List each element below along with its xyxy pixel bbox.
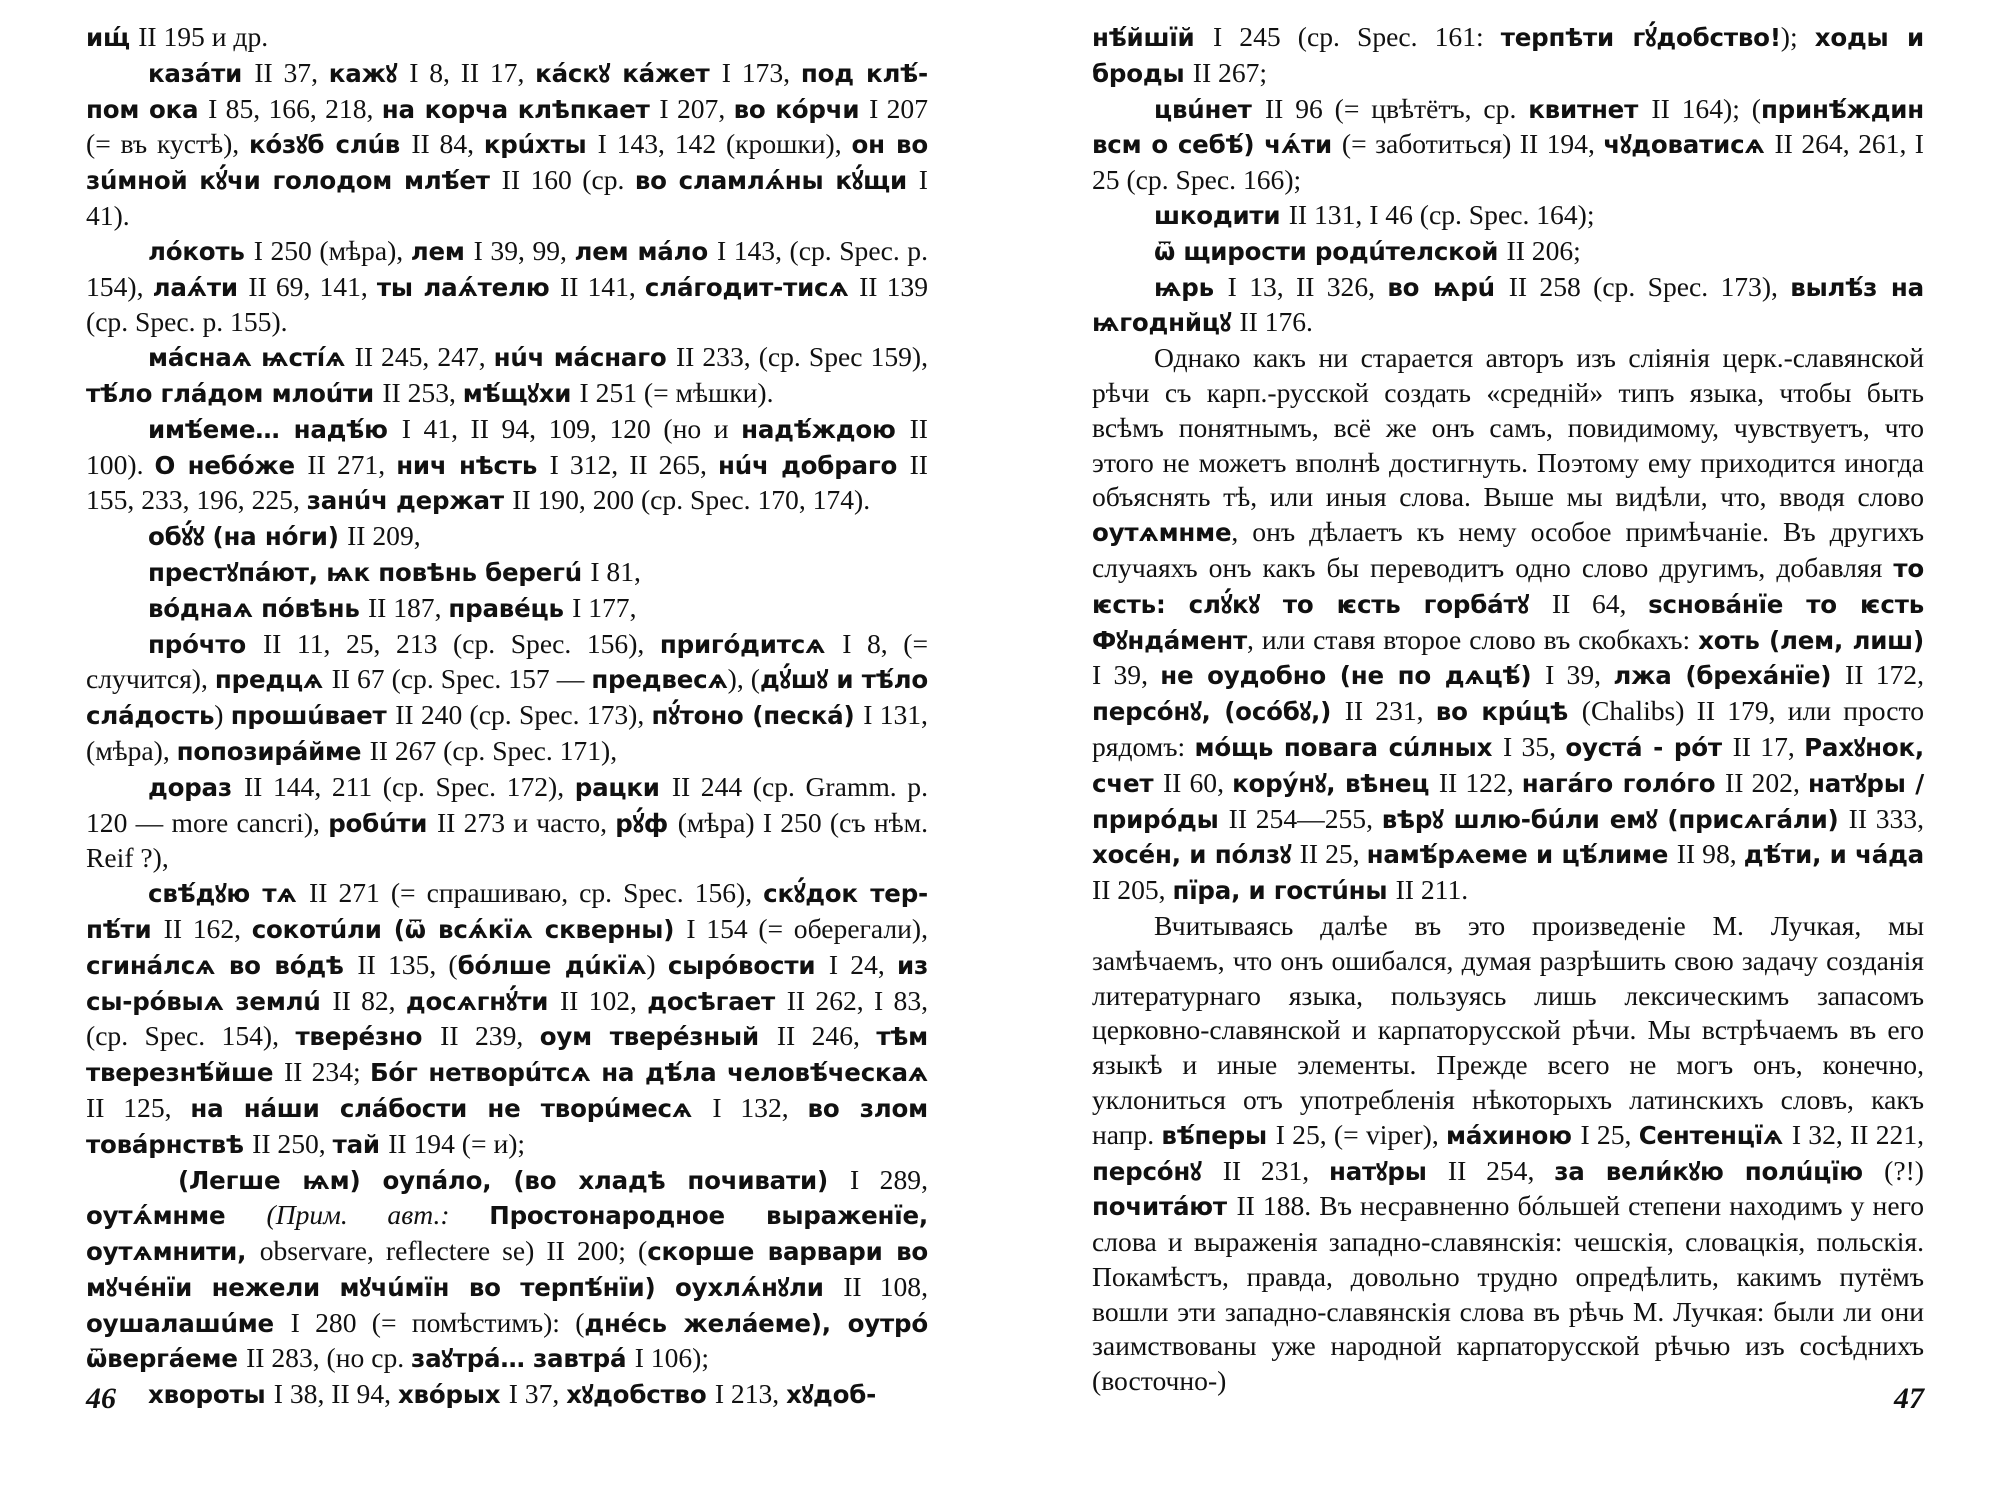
text-run: I 32, II 221, (1791, 1118, 1925, 1150)
text-run: II 202, (1725, 766, 1808, 798)
text-run: II 234; (283, 1056, 370, 1088)
church-slavonic-term: рацки (574, 772, 672, 802)
text-run: II 239, (440, 1020, 540, 1052)
text-run: II 98, (1676, 838, 1744, 870)
text-run: II 82, (332, 984, 406, 1016)
paragraph (86, 412, 928, 519)
text-run: I 207, (659, 92, 734, 124)
text-run: II 135, ( (357, 948, 458, 980)
text-run: II 141, (560, 270, 645, 302)
church-slavonic-term: нич нѣсть (396, 450, 550, 480)
text-run: II 254, (1447, 1154, 1555, 1186)
church-slavonic-term: тай (332, 1129, 389, 1159)
text-run: I 8, (= случится), (86, 627, 929, 695)
text-run: II 187, (367, 591, 449, 623)
text-run: ), ( (727, 663, 760, 695)
church-slavonic-term: О небóже (154, 450, 308, 480)
church-slavonic-term: не оудобно (не по дѧцѣ́) (1160, 661, 1546, 691)
church-slavonic-term: ѿ щирости родúтелской (1154, 236, 1507, 266)
church-slavonic-term: Сентенцїѧ (1638, 1120, 1792, 1150)
text-run: I 39, 99, (473, 234, 575, 266)
church-slavonic-term: надѣ́ждою (741, 414, 910, 444)
paragraph (1092, 909, 1924, 1399)
church-slavonic-term: лем мáло (574, 236, 717, 266)
church-slavonic-term: кажꙋ (328, 58, 410, 88)
text-run: II 253, (382, 376, 463, 408)
right-page (1092, 20, 1924, 1480)
text-run: II 245, 247, (354, 341, 494, 373)
text-run: ); (1780, 21, 1815, 52)
text-run: (= заботиться) II 194, (1341, 128, 1604, 160)
church-slavonic-term: прóчто (148, 629, 263, 659)
text-run: , или ставя второе слово въ скобкахъ: (1247, 623, 1699, 655)
church-slavonic-term: робúти (328, 808, 437, 838)
church-slavonic-term: мáснаѧ ѩстíѧ (148, 343, 355, 373)
church-slavonic-term: намѣ́рѧеме и цѣ́лиме (1366, 840, 1677, 870)
church-slavonic-term: тѣм тверезнѣ́йше (86, 1022, 928, 1088)
church-slavonic-term: обꙋ́ꙋ (на нóги) (148, 522, 348, 552)
text-run: (мѣра) I 250 (съ нѣм. Reif ?), (86, 806, 928, 874)
text-run: I 24, (828, 948, 897, 980)
text-run: I 132, (712, 1091, 808, 1123)
text-run: II 250, (252, 1127, 333, 1159)
church-slavonic-term: шкодити (1154, 200, 1289, 230)
text-run: I 280 (= помѣстимъ): ( (290, 1306, 585, 1338)
church-slavonic-term: персóнꙋ, (осóбꙋ,) (1092, 697, 1345, 727)
text-run: I 39, (1545, 659, 1614, 691)
text-run: II 244 (ср. Gramm. p. 120 — more cancri), (86, 770, 928, 838)
church-slavonic-term: дѣ́ти, и чáда (1743, 840, 1924, 870)
text-run: II 209, (347, 520, 421, 552)
text-run: II 125, (86, 1091, 191, 1123)
text-run: II 211. (1395, 874, 1469, 906)
text-run: II 69, 141, (248, 270, 377, 302)
church-slavonic-term: цвúнет (1154, 94, 1265, 124)
text-run: II 271 (= спрашиваю, ср. Spec. 156), (309, 877, 764, 909)
text-run: observare, reflectere se) II 200; ( (259, 1235, 648, 1267)
church-slavonic-term: сырóвости (667, 950, 829, 980)
paragraph (86, 555, 928, 591)
church-slavonic-term: лóкоть (148, 236, 254, 266)
text-run: I 13, II 326, (1227, 270, 1388, 302)
text-run: I 41, II 94, 109, 120 (но и (401, 412, 742, 444)
church-slavonic-term: кáскꙋ кáжет (535, 58, 722, 88)
church-slavonic-term: пїра, и гостúны (1172, 876, 1396, 906)
church-slavonic-term: вѣ́перы (1161, 1120, 1276, 1150)
church-slavonic-term: оушалашúме (86, 1308, 291, 1338)
paragraph (86, 876, 928, 1162)
text-run: (Chalibs) II 179, или просто рядомъ: (1092, 695, 1925, 762)
church-slavonic-term: Бóг нетворúтсѧ на дѣ́ла человѣ́ческаѧ (369, 1058, 928, 1088)
paragraph (1092, 234, 1924, 270)
church-slavonic-term: чꙋдоватисѧ (1603, 130, 1775, 160)
text-run: I 173, (721, 56, 801, 88)
text-run: II 25, (1299, 838, 1367, 870)
text-run: I 37, (508, 1378, 567, 1410)
text-run: II 37, (254, 56, 329, 88)
church-slavonic-term: хꙋдобство (566, 1380, 715, 1410)
text-run: II 194 (= и); (388, 1127, 526, 1159)
text-run: I 143, (ср. Spec. p. 154), (86, 234, 928, 302)
text-run: II 233, (ср. Spec 159), (675, 341, 928, 373)
text-run: II 231, (1344, 695, 1436, 727)
text-run: I 81, (590, 555, 641, 587)
church-slavonic-term: скорше варвари во мꙋчéнїи нежели мꙋчúмїн во терпѣ́нїи) оухлѧ́нꙋли (86, 1237, 929, 1302)
text-run: ) (214, 699, 231, 731)
text-run: II 190, 200 (ср. Spec. 170, 174). (512, 484, 871, 516)
text-run: II 206; (1506, 234, 1581, 266)
church-slavonic-term: персóнꙋ (1092, 1156, 1223, 1186)
paragraph (86, 519, 928, 555)
text-run: II 155, 233, 196, 225, (86, 448, 928, 516)
text-run: II 254—255, (1228, 802, 1382, 834)
text-run: I 85, 166, 218, (208, 92, 382, 124)
church-slavonic-term: скꙋ́док тер-пѣ́ти (86, 879, 929, 944)
paragraph (86, 20, 928, 56)
paragraph (1092, 270, 1924, 342)
text-run: II 205, (1092, 874, 1173, 906)
paragraph (1092, 92, 1924, 198)
text-run: I 106); (634, 1342, 710, 1374)
church-slavonic-term: почитáют (1092, 1192, 1237, 1222)
church-slavonic-term: лаѧ́ти (152, 272, 249, 302)
paragraph (86, 591, 928, 627)
church-slavonic-term: престꙋпáют, ѩк повѣнь берегú (148, 557, 591, 587)
left-page-number: 46 (86, 1382, 116, 1415)
church-slavonic-term: то ѥсть: слꙋ́кꙋ то ѥсть горбáтꙋ (1092, 553, 1924, 619)
church-slavonic-term: Простонародное выраженїе, оутѧмнити, (86, 1201, 928, 1267)
church-slavonic-term: казáти (148, 58, 255, 88)
church-slavonic-term: пꙋ́тоно (пескá) (651, 701, 864, 731)
text-run: II 264, 261, I 25 (ср. Spec. 166); (1092, 128, 1924, 196)
text-run: Однако какъ ни старается авторъ изъ сліянія церк.-славянской рѣчи съ карп.-русской создать «средній» типъ языка, чтобы быть всѣмъ понятнымъ, всё же онъ самъ, повидимому, чувствуетъ, что этого не можетъ вполнѣ достигнуть. Поэтому ему приходится иногда объяснять тѣ, или иныя слова. Выше мы видѣли, что, вводя слово (1092, 342, 1924, 513)
text-run: II 246, (776, 1020, 877, 1052)
text-run: II 139 (ср. Spec. p. 155). (86, 270, 928, 338)
text-run: II 84, (411, 128, 484, 160)
paragraph (86, 770, 928, 876)
church-slavonic-term: тѣ́ло глáдом млоúти (86, 378, 383, 408)
church-slavonic-term: сокотúли (ѿ всѧ́кїѧ скверны) (251, 914, 687, 944)
text-run: II 176. (1239, 306, 1313, 338)
church-slavonic-term: мáхиною (1446, 1120, 1581, 1150)
text-run: II 64, (1551, 587, 1649, 619)
text-run: II 17, (1732, 730, 1805, 762)
text-run: II 271, (307, 448, 397, 480)
church-slavonic-term: вылѣ́з на ѩгоднйцꙋ (1092, 272, 1924, 338)
church-slavonic-term: лем (410, 236, 474, 266)
church-slavonic-term: правéць (448, 593, 573, 623)
text-run: I 312, II 265, (549, 448, 718, 480)
church-slavonic-term: хꙋдоб- (786, 1380, 877, 1410)
text-run: I 177, (572, 591, 637, 623)
church-slavonic-term: (Легше ѩм) оупáло, (во хладѣ почивати) (178, 1165, 850, 1195)
right-page-number: 47 (1894, 1382, 1924, 1415)
church-slavonic-term: ѕсновáнїе то ѥсть Фꙋндáмент (1092, 589, 1925, 655)
text-run: I 143, 142 (крошки), (597, 128, 852, 160)
church-slavonic-term: предцѧ (214, 665, 332, 695)
church-slavonic-term: рꙋ́ф (615, 808, 678, 838)
church-slavonic-term: во злом товáрнствѣ (86, 1093, 928, 1159)
text-run: II 131, I 46 (ср. Spec. 164); (1288, 198, 1595, 230)
church-slavonic-term: пригóдитсѧ (659, 629, 843, 659)
text-run: I 38, II 94, (273, 1378, 398, 1410)
text-run: II 188. Въ несравненно бóльшей степени находимъ у него слова и выраженія западно-славянскія: чешскія, словацкія, польскія. Покамѣстъ, правда, довольно трудно опредѣлить, какимъ путёмъ вошли эти западно-славянскія слова въ рѣчь М. Лучкая: были ли они заимствованы уже народной карпаторусской рѣчью изъ сосѣднихъ (восточно-) (1092, 1190, 1924, 1397)
church-slavonic-term: прошúвает (230, 701, 396, 731)
text-run: (?!) (1884, 1154, 1924, 1186)
church-slavonic-term: попозирáйме (176, 736, 370, 766)
text-run: II 258 (ср. Spec. 173), (1508, 270, 1791, 302)
church-slavonic-term: ищ́ (86, 23, 139, 52)
paragraph (86, 340, 928, 412)
church-slavonic-term: досѧгнꙋ́ти (405, 986, 560, 1016)
paragraph (86, 627, 928, 770)
church-slavonic-term: сгинáлсѧ во вóдѣ (86, 950, 358, 980)
church-slavonic-term: под клѣ́-пом ока (86, 58, 928, 124)
church-slavonic-term: оутѧ́мнме (86, 1201, 267, 1231)
church-slavonic-term: оутѧмнме (1092, 518, 1232, 548)
church-slavonic-term: ѩрь (1154, 272, 1228, 302)
church-slavonic-term: бóлше дúкїѧ (457, 950, 647, 980)
text-run: I 39, (1092, 659, 1161, 691)
church-slavonic-term: ты лаѧ́телю (376, 272, 561, 302)
church-slavonic-term: квитнет (1528, 94, 1652, 124)
church-slavonic-term: тверéзно (295, 1022, 441, 1052)
church-slavonic-term: он во зúмной кꙋ́чи голодом млѣ́ет (86, 130, 928, 196)
text-run: II 67 (ср. Spec. 157 — (331, 663, 592, 695)
paragraph (86, 234, 928, 340)
text-run: II 160 (ср. (501, 164, 635, 196)
text-run: II 195 и др. (138, 21, 269, 52)
paragraph (1092, 198, 1924, 234)
church-slavonic-term: терпѣти гꙋ́добство! (1500, 23, 1781, 52)
church-slavonic-term: натꙋры / прирóды (1092, 768, 1924, 834)
church-slavonic-term: дꙋ́шꙋ и тѣ́ло слáдость (86, 665, 928, 731)
text-run: I 8, II 17, (409, 56, 536, 88)
church-slavonic-term: из сы-рóвыѧ землú (86, 950, 929, 1016)
text-run: II 164); ( (1651, 92, 1761, 124)
text-run: II 267; (1192, 56, 1268, 88)
church-slavonic-term: во сламлѧ́ны кꙋ́щи (634, 166, 919, 196)
text-run: II 231, (1222, 1154, 1329, 1186)
church-slavonic-term: хвóрых (397, 1380, 509, 1410)
text-run: II 108, (843, 1270, 928, 1302)
church-slavonic-term: во ѩрú (1387, 272, 1509, 302)
text-run: II 100). (86, 412, 928, 480)
church-slavonic-term: вѣрꙋ шлю-бúли емꙋ (присѧгáли) (1381, 804, 1849, 834)
left-page (86, 20, 928, 1480)
church-slavonic-term: Рахꙋнок, счет (1092, 732, 1925, 798)
church-slavonic-term: нѣ́йшїй (1092, 23, 1214, 52)
text-run: II 144, 211 (ср. Spec. 172), (243, 770, 575, 802)
church-slavonic-term: мѣ́щꙋхи (462, 378, 580, 408)
church-slavonic-term: предвесѧ (591, 665, 728, 695)
text-run: II 267 (ср. Spec. 171), (369, 734, 618, 766)
church-slavonic-term: оустá - рóт (1565, 732, 1733, 762)
text-run: II 283, (но ср. (246, 1342, 412, 1374)
text-run: I 154 (= оберегали), (686, 912, 928, 944)
church-slavonic-term: имѣ́еме… надѣ́ю (148, 414, 402, 444)
text-run: I 35, (1502, 730, 1566, 762)
text-run: I 207 (= въ кустѣ), (86, 92, 928, 160)
text-run: , онъ дѣлаетъ къ нему особое примѣчаніе. Въ другихъ случаяхъ онъ какъ бы переводитъ одно слово другимъ, добавляя (1092, 516, 1924, 583)
text-run: I 131, (мѣра), (86, 699, 928, 766)
church-slavonic-term: на нáши слáбости не творúмесѧ (190, 1093, 713, 1123)
church-slavonic-term: во крúцѣ (1435, 697, 1582, 727)
church-slavonic-term: нúч мáснаго (493, 343, 676, 373)
church-slavonic-term: нагáго голóго (1521, 768, 1726, 798)
text-run: II 273 и часто, (436, 806, 616, 838)
church-slavonic-term: заꙋтрá… завтрá (411, 1344, 635, 1374)
church-slavonic-term: во кóрчи (733, 94, 870, 124)
text-run: I 41). (86, 164, 928, 231)
church-slavonic-term: кóзꙋб слúв (248, 130, 412, 160)
church-slavonic-term: хосéн, и пóлзꙋ (1092, 840, 1300, 870)
text-run: I 250 (мѣра), (253, 234, 411, 266)
text-run: II 172, (1845, 659, 1925, 691)
text-run: I 245 (ср. Spec. 161: (1213, 21, 1501, 52)
paragraph (1092, 20, 1924, 92)
church-slavonic-term: хоть (лем, лиш) (1698, 625, 1924, 655)
church-slavonic-term: досѣгает (647, 986, 787, 1016)
text-run: I 251 (= мѣшки). (579, 376, 774, 408)
church-slavonic-term: лжа (брехáнїе) (1613, 661, 1846, 691)
text-run: ) (646, 948, 668, 980)
text-run: II 96 (= цвѣтётъ, ср. (1264, 92, 1529, 124)
text-run: Вчитываясь далѣе въ это произведеніе М. Лучкая, мы замѣчаемъ, что онъ ошибался, думая разрѣшить свою задачу созданія литературнаго языка, пользуясь лишь лексическимъ запасомъ церковно-славянской и карпаторусской рѣчи. Мы встрѣчаемъ въ его языкѣ и иные элементы. Прежде всего не могъ онъ, конечно, уклониться отъ употребленія нѣкоторыхъ латинскихъ словъ, какъ напр. (1092, 909, 1924, 1150)
church-slavonic-term: принѣ́ждин всм о себѣ́) чѧ́ти (1092, 94, 1924, 160)
church-slavonic-term: крúхты (483, 130, 598, 160)
paragraph (86, 1377, 928, 1413)
church-slavonic-term: свѣ́дꙋю тѧ (148, 879, 310, 909)
church-slavonic-term: слáгодит-тисѧ (644, 272, 860, 302)
church-slavonic-term: корýнꙋ, вѣнец (1232, 768, 1439, 798)
text-run: II 60, (1162, 766, 1233, 798)
text-run: I 25, (= viper), (1275, 1118, 1447, 1150)
text-run: II 122, (1438, 766, 1522, 798)
church-slavonic-term: натꙋры (1329, 1156, 1448, 1186)
church-slavonic-term: днéсь желáеме), оутрó ѿвергáеме (86, 1308, 928, 1374)
church-slavonic-term: хвороты (148, 1380, 274, 1410)
church-slavonic-term: дораз (148, 772, 244, 802)
paragraph (1092, 341, 1924, 909)
church-slavonic-term: вóднаѧ пóвѣнь (148, 593, 368, 623)
text-run: II 240 (ср. Spec. 173), (395, 699, 652, 731)
church-slavonic-term: на корча клѣпкает (381, 94, 660, 124)
text-run: II 162, (163, 912, 252, 944)
paragraph (86, 56, 928, 234)
text-run: II 333, (1848, 802, 1925, 834)
paragraph (86, 1163, 928, 1378)
italic-text: (Прим. авт.: (266, 1199, 490, 1231)
text-run: I 213, (714, 1378, 787, 1410)
text-run: II 262, I 83, (ср. Spec. 154), (86, 984, 929, 1052)
text-run: I 289, (849, 1163, 928, 1195)
text-run: I 25, (1580, 1118, 1639, 1150)
church-slavonic-term: мóщь повага сúлных (1194, 732, 1503, 762)
church-slavonic-term: за вели́кꙋю полúцїю (1554, 1156, 1885, 1186)
text-run: II 11, 25, 213 (ср. Spec. 156), (262, 627, 660, 659)
church-slavonic-term: нúч добраго (718, 450, 910, 480)
church-slavonic-term: ходы и броды (1092, 23, 1924, 88)
church-slavonic-term: оум тверéзный (539, 1022, 777, 1052)
church-slavonic-term: занúч держат (306, 486, 513, 516)
text-run: II 102, (559, 984, 648, 1016)
